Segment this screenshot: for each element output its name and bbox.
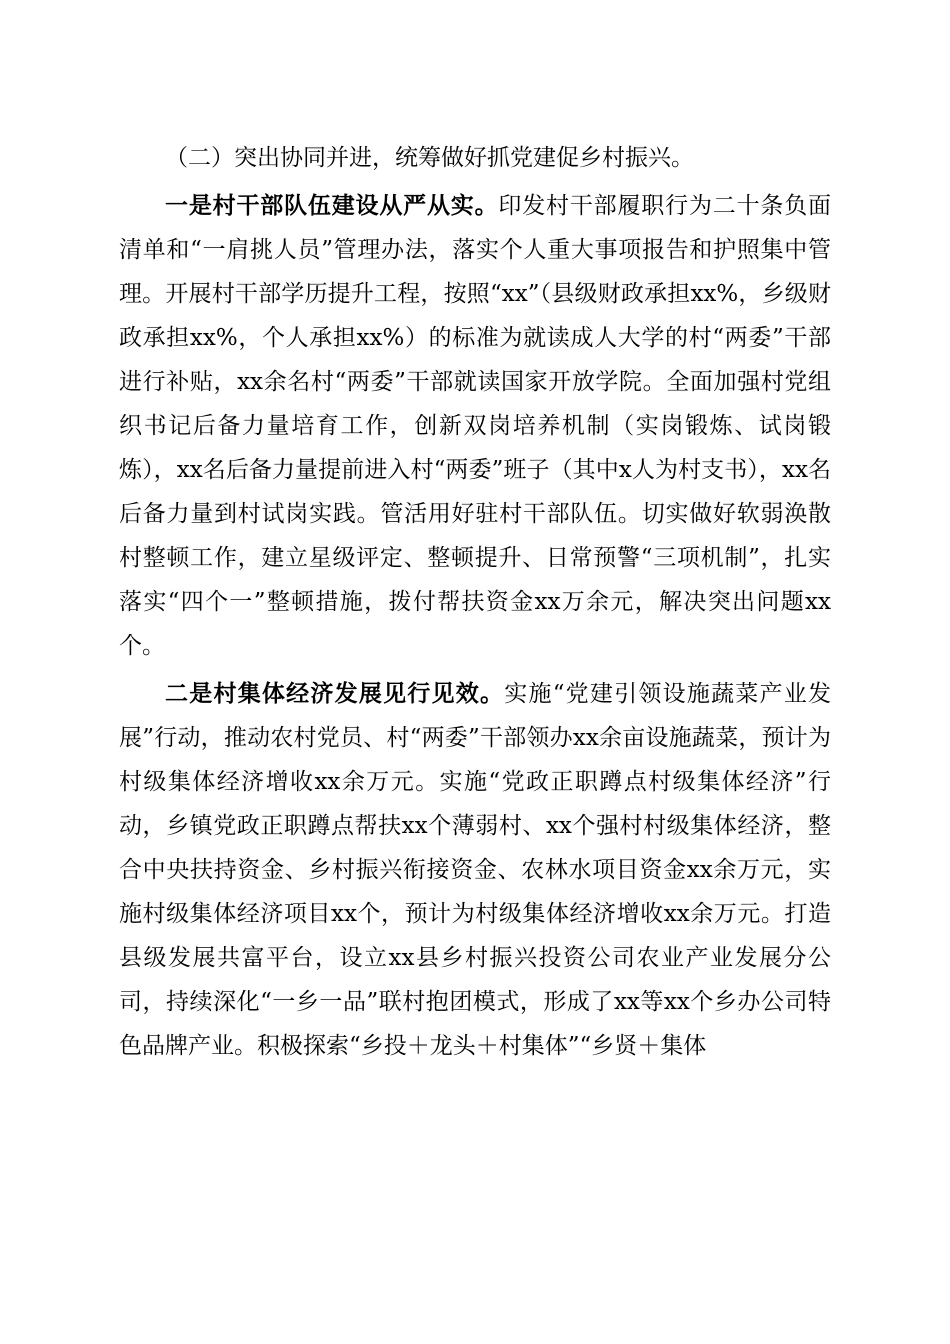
paragraph-cadre-team [119,184,831,668]
section-heading: （二）突出协同并进，统筹做好抓党建促乡村振兴。 [165,145,694,171]
paragraph-lead: 二是村集体经济发展见行见效。 [165,681,505,707]
paragraph-lead: 一是村干部队伍建设从严从实。 [165,193,499,219]
paragraph-collective-economy [119,672,831,1068]
document-body [119,136,831,1068]
paragraph-body: 实施“党建引领设施蔬菜产业发展”行动，推动农村党员、村“两委”干部领办xx余亩设施蔬菜，预计为村级集体经济增收xx余万元。实施“党政正职蹲点村级集体经济”行动，乡镇党政正职蹲点帮扶xx个薄弱村、xx个强村村级集体经济，整合中央扶持资金、乡村振兴衔接资金、农林水项目资金xx余万元，实施村级集体经济项目xx个，预计为村级集体经济增收xx余万元。打造县级发展共富平台，设立xx县乡村振兴投资公司农业产业发展分公司，持续深化“一乡一品”联村抱团模式，形成了xx等xx个乡办公司特色品牌产业。积极探索“乡投＋龙头＋村集体”“乡贤＋集体 [119,681,831,1059]
paragraph-body: 印发村干部履职行为二十条负面清单和“一肩挑人员”管理办法，落实个人重大事项报告和护照集中管理。开展村干部学历提升工程，按照“xx”（县级财政承担xx%，乡级财政承担xx%，个人承担xx%）的标准为就读成人大学的村“两委”干部进行补贴，xx余名村“两委”干部就读国家开放学院。全面加强村党组织书记后备力量培育工作，创新双岗培养机制（实岗锻炼、试岗锻炼），xx名后备力量提前进入村“两委”班子（其中x人为村支书），xx名后备力量到村试岗实践。管活用好驻村干部队伍。切实做好软弱涣散村整顿工作，建立星级评定、整顿提升、日常预警“三项机制”，扎实落实“四个一”整顿措施，拨付帮扶资金xx万余元，解决突出问题xx个。 [119,193,832,659]
